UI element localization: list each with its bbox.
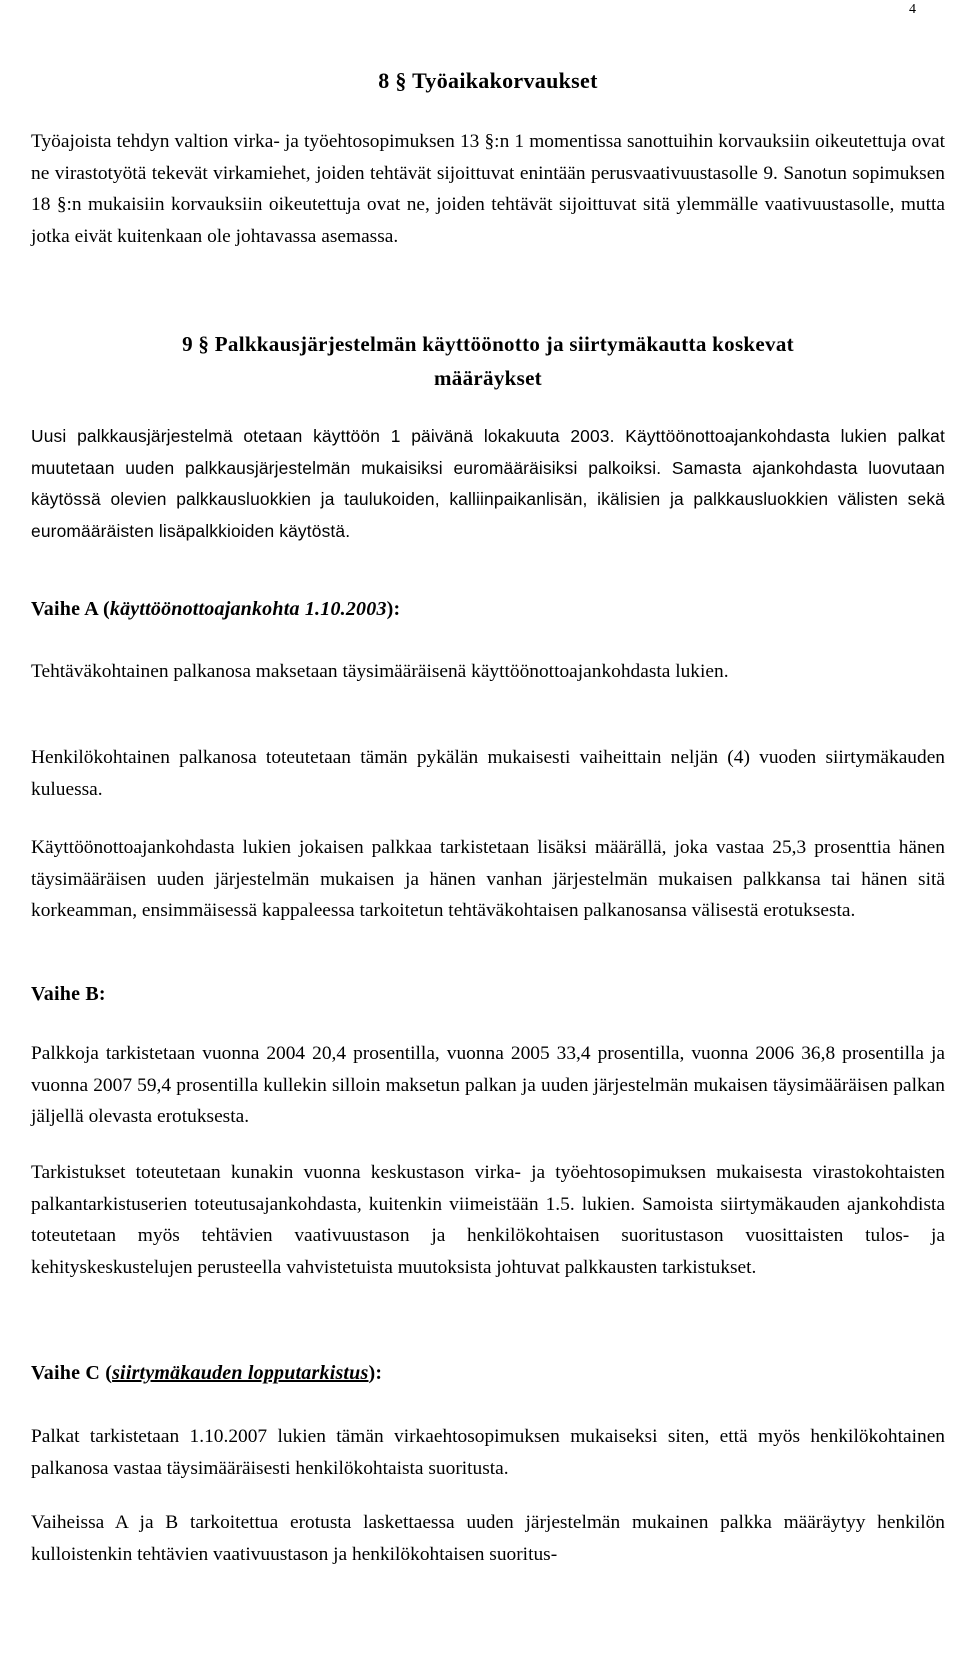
phase-a-heading: [31, 598, 400, 621]
phase-a-paragraph-2: Henkilökohtainen palkanosa toteutetaan tämän pykälän mukaisesti vaiheittain neljän (4) vuoden siirtymäkauden kuluessa.: [31, 747, 945, 800]
phase-b-paragraph-2: Tarkistukset toteutetaan kunakin vuonna keskustason virka- ja työehtosopimuksen mukaisesta virastokohtaisten palkantarkistuserien toteutusajankohdasta, kuitenkin viimeistään 1.5. lukien. Samoista siirtymäkauden ajankohdista toteutetaan myös tehtävien vaativuustason ja henkilökohtaisen suoritustason vuosittaisten tulos- ja kehityskeskustelujen perusteella vahvistetuista muutoksista johtuvat palkkausten tarkistukset.: [31, 1162, 945, 1278]
phase-a-label: Vaihe A (: [31, 598, 110, 620]
phase-a-label-end: ):: [386, 598, 401, 620]
section-9-heading-line2: määräykset: [434, 366, 542, 390]
phase-a-paragraph-3: Käyttöönottoajankohdasta lukien jokaisen palkkaa tarkistetaan lisäksi määrällä, joka vastaa 25,3 prosenttia hänen täysimääräisen uuden järjestelmän mukaisen ja hänen vanhan järjestelmän mukaisen palkkansa tai hänen sitä korkeamman, ensimmäisessä kappaleessa tarkoitetun tehtäväkohtaisen palkanosansa välisestä erotuksesta.: [31, 837, 945, 921]
section-9-heading-line1: 9 § Palkkausjärjestelmän käyttöönotto ja siirtymäkautta koskevat: [182, 332, 794, 356]
phase-c-paragraph-1: Palkat tarkistetaan 1.10.2007 lukien tämän virkaehtosopimuksen mukaiseksi siten, että myös henkilökohtainen palkanosa vastaa täysimääräisesti henkilökohtaista suoritusta.: [31, 1426, 945, 1479]
phase-c-label: Vaihe C (: [31, 1362, 113, 1384]
page-number: 4: [909, 2, 916, 17]
phase-a-paragraph-1: Tehtäväkohtainen palkanosa maksetaan täysimääräisenä käyttöönottoajankohdasta lukien.: [31, 661, 729, 682]
phase-c-heading: [31, 1362, 382, 1385]
section-9-paragraph: Uusi palkkausjärjestelmä otetaan käyttöön 1 päivänä lokakuuta 2003. Käyttöönottoajankohdasta lukien palkat muutetaan uuden palkkausjärjestelmän mukaisiksi euromääräisiksi palkoiksi. Samasta ajankohdasta luovutaan käytössä olevien palkkausluokkien ja taulukoiden, kalliinpaikanlisän, ikälisien ja palkkausluokkien välisten sekä euromääräisten lisäpalkkioiden käytöstä.: [31, 426, 945, 541]
section-8-heading: 8 § Työaikakorvaukset: [378, 68, 598, 93]
phase-c-paragraph-2: Vaiheissa A ja B tarkoitettua erotusta laskettaessa uuden järjestelmän mukainen palkka määräytyy henkilön kulloistenkin tehtävien vaativuustason ja henkilökohtaisen suoritus-: [31, 1512, 945, 1565]
phase-c-label-italic: siirtymäkauden lopputarkistus: [112, 1362, 369, 1384]
phase-c-label-end: ):: [368, 1362, 383, 1384]
section-8-paragraph: Työajoista tehdyn valtion virka- ja työehtosopimuksen 13 §:n 1 momentissa sanottuihin korvauksiin oikeutettuja ovat ne virastotyötä tekevät virkamiehet, joiden tehtävät sijoittuvat enintään perusvaativuustasolle 9. Sanotun sopimuksen 18 §:n mukaisiin korvauksiin oikeutettuja ovat ne, joiden tehtävät sijoittuvat sitä ylemmälle vaativuustasolle, mutta jotka eivät kuitenkaan ole johtavassa asemassa.: [31, 131, 945, 247]
phase-b-heading: Vaihe B:: [31, 983, 106, 1005]
phase-b-paragraph-1: Palkkoja tarkistetaan vuonna 2004 20,4 prosentilla, vuonna 2005 33,4 prosentilla, vuonna 2006 36,8 prosentilla ja vuonna 2007 59,4 prosentilla kullekin silloin maksetun palkan ja uuden järjestelmän mukaisen täysimääräisen palkan jäljellä olevasta erotuksesta.: [31, 1043, 945, 1127]
phase-a-label-italic: käyttöönottoajankohta 1.10.2003: [109, 598, 387, 620]
